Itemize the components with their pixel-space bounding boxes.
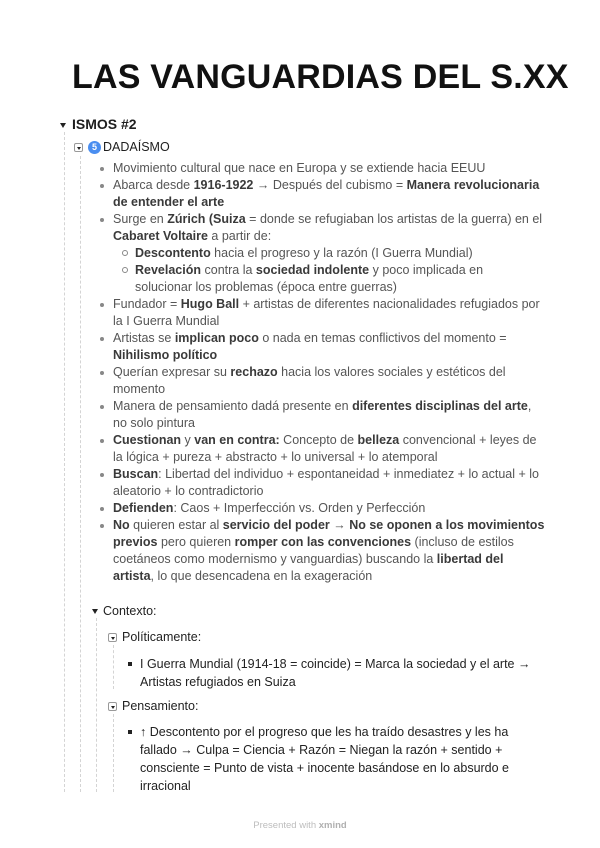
pensamiento-text: ↑ Descontento por el progreso que les ha traído desastres y les ha fallado → Culpa = Ciencia + Razón = Niegan la razón + sentido + consciente = Punto de vista + inocente basándose en lo absurdo e irracional <box>140 725 510 793</box>
text-segment: → Después del cubismo = <box>253 178 407 192</box>
collapse-toggle-icon[interactable] <box>74 143 83 152</box>
text-segment: = donde se refugiaban los artistas de la guerra) en el <box>245 212 543 226</box>
bullet-text <box>113 500 545 517</box>
bullet-dot-icon <box>100 337 104 341</box>
text-segment: : Libertad del individuo + espontaneidad + inmediatez + lo actual + lo aleatorio + lo contradictorio <box>113 467 539 498</box>
bold-text: Hugo Ball <box>180 297 240 311</box>
dadaismo-node[interactable] <box>74 140 170 154</box>
bold-text: rechazo <box>230 365 278 379</box>
list-item <box>100 160 545 177</box>
bullet-dot-icon <box>100 184 104 188</box>
hollow-bullet-icon <box>122 267 128 273</box>
text-segment: hacia los valores sociales y estéticos del momento <box>113 365 506 396</box>
bullet-dot-icon <box>100 473 104 477</box>
sub-bullet-text <box>135 245 542 262</box>
number-badge-icon: 5 <box>88 141 101 154</box>
bold-text: sociedad indolente <box>255 263 370 277</box>
bold-text: Descontento <box>135 246 211 260</box>
ismos-label: ISMOS #2 <box>72 116 137 132</box>
sub-list-item <box>122 262 542 296</box>
text-segment: Manera de pensamiento dadá presente en <box>113 399 353 413</box>
bullet-dot-icon <box>100 439 104 443</box>
bold-text: belleza <box>357 433 400 447</box>
footer-credit <box>0 820 600 831</box>
pensamiento-node[interactable] <box>108 699 198 713</box>
list-item <box>100 466 545 500</box>
page-title: LAS VANGUARDIAS DEL S.XX <box>72 58 569 96</box>
text-segment: Fundador = <box>113 297 181 311</box>
bold-text: Cuestionan <box>113 433 182 447</box>
text-segment: , no solo pintura <box>113 399 532 430</box>
text-segment: : Caos + Imperfección vs. Orden y Perfección <box>173 501 426 515</box>
list-item <box>128 723 548 795</box>
bullet-dot-icon <box>100 303 104 307</box>
bold-text: van en contra: <box>194 433 280 447</box>
bullet-dot-icon <box>100 371 104 375</box>
list-item <box>100 432 545 466</box>
text-segment: o nada en temas conflictivos del momento = <box>258 331 507 345</box>
text-segment: contra la <box>201 263 256 277</box>
collapse-toggle-icon[interactable] <box>108 702 117 711</box>
politicamente-node[interactable] <box>108 630 201 644</box>
bold-text: No <box>113 518 130 532</box>
list-item <box>100 177 545 211</box>
text-segment: a partir de: <box>207 229 272 243</box>
text-segment: Concepto de <box>279 433 358 447</box>
guide-line-pensamiento <box>113 714 114 792</box>
bold-text: Zúrich (Suiza <box>167 212 246 226</box>
politicamente-label: Políticamente: <box>122 630 202 644</box>
bullet-text <box>113 177 545 211</box>
bullet-dot-icon <box>100 405 104 409</box>
text-segment: convencional + leyes de la lógica + pureza + abstracto + lo universal + lo atemporal <box>113 433 537 464</box>
list-item <box>100 211 545 245</box>
bullet-text <box>113 364 545 398</box>
bold-text: 1916-1922 <box>193 178 254 192</box>
sub-bullet-text <box>135 262 542 296</box>
bold-text: romper con las convenciones <box>234 535 412 549</box>
text-segment: y poco implicada en solucionar los problemas (época entre guerras) <box>135 263 484 294</box>
bullet-dot-icon <box>100 167 104 171</box>
text-segment: quieren estar al <box>129 518 223 532</box>
bold-text: Nihilismo político <box>113 348 218 362</box>
text-segment: Movimiento cultural que nace en Europa y se extiende hacia EEUU <box>113 161 486 175</box>
politicamente-text: I Guerra Mundial (1914-18 = coincide) = Marca la sociedad y el arte → Artistas refugiados en Suiza <box>140 657 531 689</box>
text-segment: , lo que desencadena en la exageración <box>150 569 373 583</box>
square-bullet-icon <box>128 730 132 734</box>
footer-prefix: Presented with <box>253 820 319 831</box>
text-segment: → <box>329 518 350 532</box>
bullet-text <box>113 432 545 466</box>
bullet-dot-icon <box>100 507 104 511</box>
bullet-text <box>113 330 545 364</box>
hollow-bullet-icon <box>122 250 128 256</box>
contexto-label: Contexto: <box>103 604 157 618</box>
square-bullet-icon <box>128 662 132 666</box>
guide-line-politicamente <box>113 645 114 689</box>
bold-text: servicio del poder <box>222 518 330 532</box>
list-item <box>100 296 545 330</box>
sub-list-item <box>122 245 542 262</box>
dadaismo-label: DADAÍSMO <box>103 140 170 154</box>
bold-text: libertad del artista <box>113 552 504 583</box>
guide-line-dadaismo <box>80 156 81 792</box>
list-item <box>100 330 545 364</box>
list-item <box>100 500 545 517</box>
bold-text: diferentes disciplinas del arte <box>352 399 528 413</box>
bullet-text <box>113 296 545 330</box>
bold-text: Manera revolucionaria de entender el arte <box>113 178 540 209</box>
list-item <box>100 398 545 432</box>
collapse-caret-icon[interactable] <box>60 123 66 128</box>
text-segment: pero quieren <box>157 535 235 549</box>
guide-line-ismos <box>64 132 65 792</box>
guide-line-contexto <box>96 618 97 792</box>
bullet-text <box>113 466 545 500</box>
text-segment: + artistas de diferentes nacionalidades refugiados por la I Guerra Mundial <box>113 297 540 328</box>
bold-text: Cabaret Voltaire <box>113 229 208 243</box>
footer-brand: xmind <box>318 820 347 831</box>
collapse-caret-icon[interactable] <box>92 609 98 614</box>
bullet-text <box>113 160 545 177</box>
text-segment: y <box>181 433 195 447</box>
bullet-text <box>113 211 545 245</box>
bold-text: implican poco <box>174 331 259 345</box>
text-segment: Querían expresar su <box>113 365 231 379</box>
text-segment: hacia el progreso y la razón (I Guerra Mundial) <box>210 246 473 260</box>
text-segment: (incluso de estilos coetáneos como modernismo y vanguardias) buscando la <box>113 535 514 566</box>
bold-text: No se oponen a los movimientos previos <box>113 518 545 549</box>
bullet-dot-icon <box>100 218 104 222</box>
bold-text: Defienden <box>113 501 174 515</box>
text-segment: Artistas se <box>113 331 175 345</box>
collapse-toggle-icon[interactable] <box>108 633 117 642</box>
bold-text: Buscan <box>113 467 159 481</box>
contexto-node[interactable] <box>92 604 157 618</box>
list-item <box>100 517 545 585</box>
bullet-text <box>113 398 545 432</box>
bold-text: Revelación <box>135 263 202 277</box>
list-item <box>128 655 548 691</box>
pensamiento-label: Pensamiento: <box>122 699 199 713</box>
text-segment: Surge en <box>113 212 168 226</box>
bullet-text <box>113 517 545 585</box>
bullet-dot-icon <box>100 524 104 528</box>
text-segment: Abarca desde <box>113 178 194 192</box>
ismos-node[interactable] <box>60 116 137 132</box>
list-item <box>100 364 545 398</box>
